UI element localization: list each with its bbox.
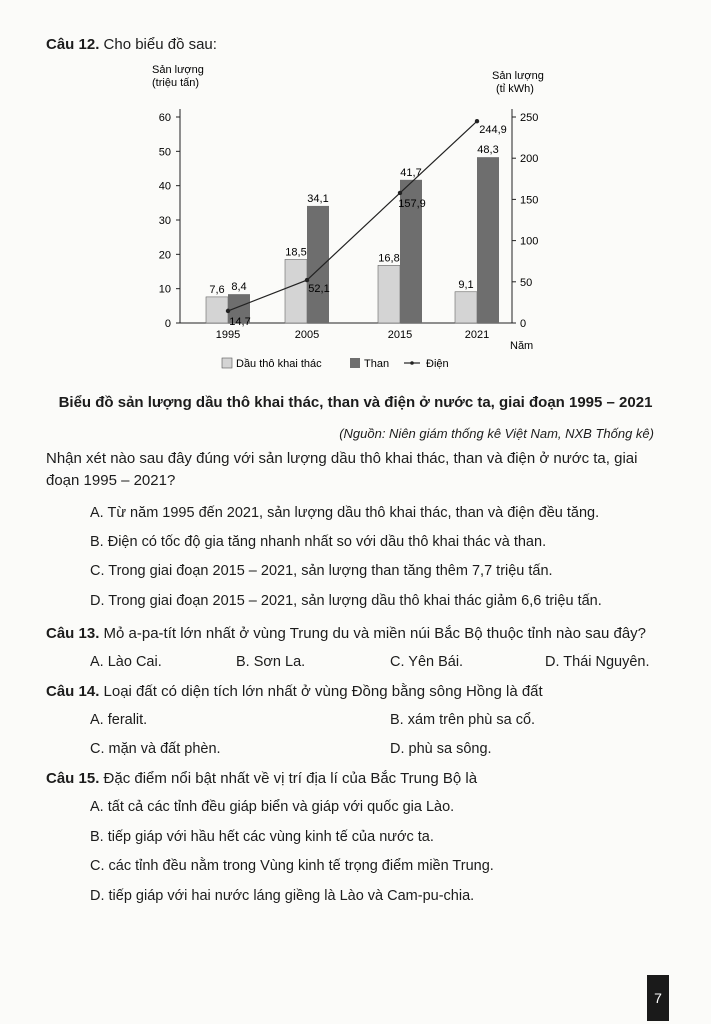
legend-label-coal: Than	[364, 358, 390, 370]
question-14-option-d[interactable]: D. phù sa sông.	[390, 741, 492, 757]
bar-label-crude-oil: 18,5	[285, 246, 307, 259]
left-axis-label-line1: Sản lượng	[152, 64, 204, 76]
bar-label-crude-oil: 9,1	[458, 278, 474, 291]
right-axis-tick-label: 100	[520, 235, 539, 248]
point-electricity	[305, 278, 309, 282]
question-13-option-b[interactable]: B. Sơn La.	[236, 654, 306, 670]
point-electricity	[398, 191, 402, 195]
bar-label-coal: 48,3	[477, 144, 499, 157]
point-label-electricity: 157,9	[398, 197, 426, 210]
question-14-text: Loại đất có diện tích lớn nhất ở vùng Đồng bằng sông Hồng là đất	[103, 683, 543, 700]
left-axis-tick-label: 20	[158, 249, 171, 262]
bar-label-coal: 41,7	[400, 166, 422, 179]
legend-label-electricity: Điện	[426, 358, 449, 370]
bar-coal	[307, 206, 329, 323]
legend-label-crude-oil: Dầu thô khai thác	[236, 358, 322, 370]
left-axis-tick-label: 50	[158, 146, 171, 159]
point-electricity	[226, 309, 230, 313]
right-axis-tick-label: 0	[520, 318, 527, 330]
question-12-option-d[interactable]: D. Trong giai đoạn 2015 – 2021, sản lượng dầu thô khai thác giảm 6,6 triệu tấn.	[90, 593, 602, 609]
right-axis-tick-label: 150	[520, 194, 539, 207]
question-15-label: Câu 15.	[46, 770, 100, 787]
question-12-text: Cho biểu đồ sau:	[103, 36, 217, 53]
chart	[140, 55, 560, 375]
chart-source: (Nguồn: Niên giám thống kê Việt Nam, NXB Thống kê)	[339, 426, 654, 441]
left-axis-tick-label: 0	[164, 318, 171, 330]
question-13-option-a[interactable]: A. Lào Cai.	[90, 654, 162, 670]
legend-swatch-crude-oil	[222, 358, 232, 368]
point-label-electricity: 52,1	[308, 283, 330, 296]
chart-legend	[222, 358, 449, 370]
question-15-option-a[interactable]: A. tất cả các tỉnh đều giáp biển và giáp với quốc gia Lào.	[90, 799, 455, 815]
bar-crude-oil	[206, 297, 228, 323]
bar-crude-oil	[378, 265, 400, 323]
question-14-option-a[interactable]: A. feralit.	[90, 712, 148, 728]
question-12-label: Câu 12.	[46, 36, 100, 53]
question-15-text: Đặc điểm nổi bật nhất về vị trí địa lí của Bắc Trung Bộ là	[103, 770, 478, 787]
point-electricity	[475, 119, 479, 123]
x-axis-tick-label: 2015	[387, 329, 413, 341]
chart-title: Biểu đồ sản lượng dầu thô khai thác, than và điện ở nước ta, giai đoạn 1995 – 2021	[58, 394, 653, 411]
right-axis-tick-label: 250	[520, 112, 539, 124]
question-14-option-b[interactable]: B. xám trên phù sa cổ.	[390, 712, 536, 728]
bar-crude-oil	[285, 259, 307, 323]
left-axis-tick-label: 40	[158, 180, 171, 193]
left-axis-tick-label: 60	[158, 112, 171, 124]
question-15-option-c[interactable]: C. các tỉnh đều nằm trong Vùng kinh tế trọng điểm miền Trung.	[90, 858, 494, 874]
question-13-option-d[interactable]: D. Thái Nguyên.	[545, 654, 650, 670]
page-number: 7	[647, 975, 669, 1021]
right-axis-tick-label: 200	[520, 153, 539, 166]
bar-label-coal: 34,1	[307, 192, 329, 205]
question-14-option-c[interactable]: C. mặn và đất phèn.	[90, 741, 221, 757]
question-13-text: Mỏ a-pa-tít lớn nhất ở vùng Trung du và miền núi Bắc Bộ thuộc tỉnh nào sau đây?	[103, 625, 647, 642]
bar-label-coal: 8,4	[231, 281, 247, 294]
question-15-heading	[46, 770, 477, 787]
legend-marker-electricity	[410, 361, 414, 365]
question-12-option-b[interactable]: B. Điện có tốc độ gia tăng nhanh nhất so với dầu thô khai thác và than.	[90, 534, 547, 550]
chart-plot	[159, 109, 539, 341]
question-12-prompt: Nhận xét nào sau đây đúng với sản lượng dầu thô khai thác, than và điện ở nước ta, giai đoạn 1995 – 2021?	[46, 450, 638, 489]
line-electricity	[228, 121, 477, 311]
x-axis-tick-label: 2005	[294, 329, 320, 341]
left-axis-tick-label: 30	[158, 215, 171, 227]
point-label-electricity: 244,9	[479, 124, 507, 137]
x-axis-tick-label: 2021	[464, 329, 490, 341]
legend-swatch-coal	[350, 358, 360, 368]
left-axis-label-line2: (triệu tấn)	[152, 77, 200, 89]
bar-crude-oil	[455, 292, 477, 323]
chart-svg	[140, 55, 560, 375]
right-axis-tick-label: 50	[520, 276, 533, 289]
bar-label-crude-oil: 16,8	[378, 252, 400, 265]
point-label-electricity: 14,7	[229, 315, 251, 328]
question-15-option-d[interactable]: D. tiếp giáp với hai nước láng giềng là Lào và Cam-pu-chia.	[90, 888, 475, 904]
x-axis-label: Năm	[510, 340, 534, 352]
question-14-heading	[46, 683, 543, 700]
right-axis-label-line1: Sản lượng	[492, 70, 544, 82]
question-12-option-c[interactable]: C. Trong giai đoạn 2015 – 2021, sản lượng than tăng thêm 7,7 triệu tấn.	[90, 563, 553, 579]
question-12-heading	[46, 36, 217, 53]
right-axis-label-line2: (tỉ kWh)	[496, 83, 534, 95]
bar-label-crude-oil: 7,6	[209, 283, 225, 296]
question-13-label: Câu 13.	[46, 625, 100, 642]
question-12-option-a[interactable]: A. Từ năm 1995 đến 2021, sản lượng dầu thô khai thác, than và điện đều tăng.	[90, 505, 600, 521]
question-13-option-c[interactable]: C. Yên Bái.	[390, 654, 464, 670]
question-14-label: Câu 14.	[46, 683, 100, 700]
bar-coal	[477, 157, 499, 323]
question-13-heading	[46, 625, 646, 642]
x-axis-tick-label: 1995	[215, 329, 241, 341]
left-axis-tick-label: 10	[158, 283, 171, 296]
question-15-option-b[interactable]: B. tiếp giáp với hầu hết các vùng kinh tế của nước ta.	[90, 829, 434, 845]
